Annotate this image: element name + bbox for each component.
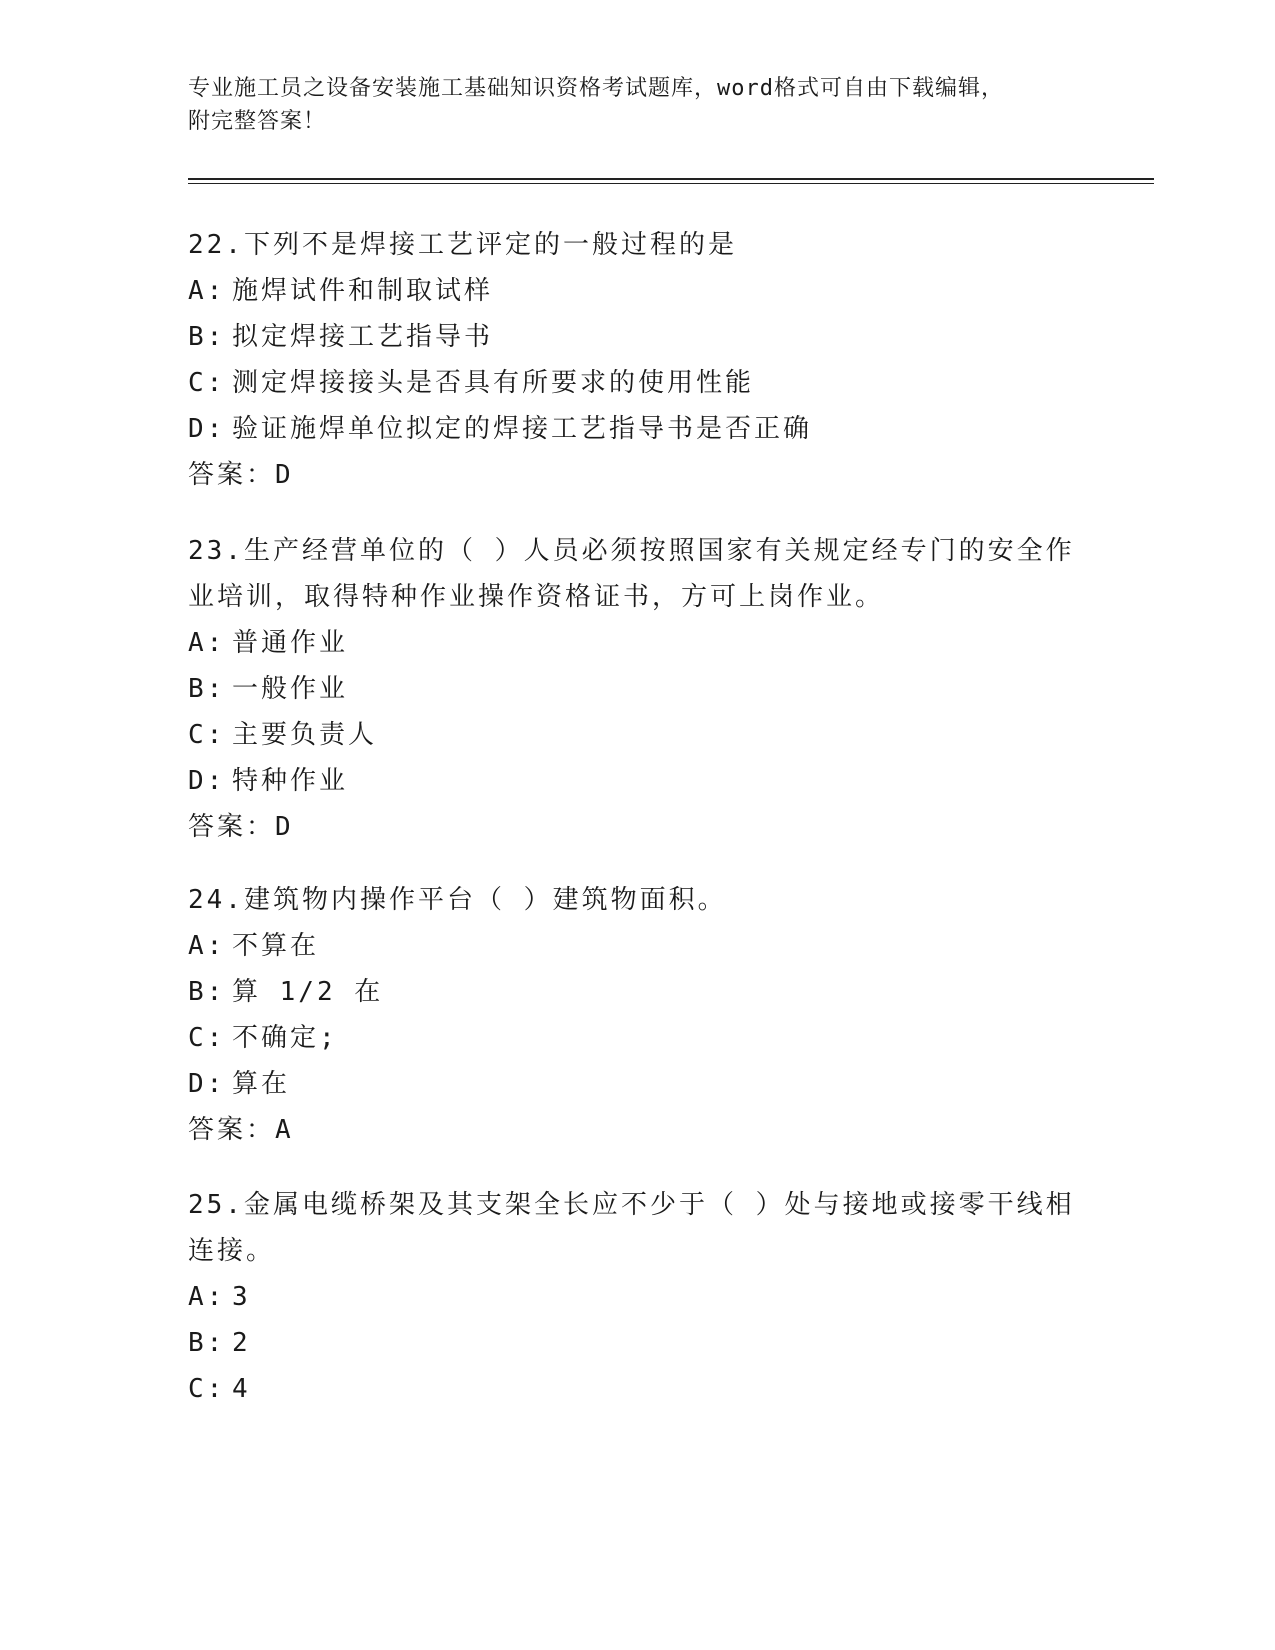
option-key: C: [188,1023,226,1053]
option-key: D: [188,1069,226,1099]
option-text: 拟定焊接工艺指导书 [232,322,494,352]
option-c [188,1366,1068,1412]
option-d [188,758,1068,804]
question-25 [188,1182,1075,1412]
option-key: C: [188,1374,226,1404]
header-divider [188,178,1154,184]
option-text: 特种作业 [232,766,349,796]
answer-line: 答案：A [188,1115,294,1145]
question-stem: 24.建筑物内操作平台（ ）建筑物面积。 [188,885,727,915]
option-text: 算 1/2 在 [232,977,384,1007]
question-stem: 22.下列不是焊接工艺评定的一般过程的是 [188,230,737,260]
option-text: 3 [232,1282,251,1312]
option-c [188,712,1068,758]
option-key: A: [188,1282,226,1312]
option-text: 一般作业 [232,674,349,704]
answer-line: 答案：D [188,460,294,490]
option-d [188,1061,1068,1107]
option-b [188,969,1068,1015]
option-text: 不算在 [232,931,320,961]
header-line: 附完整答案！ [188,109,327,134]
option-key: C: [188,720,226,750]
document-header [188,72,1068,138]
option-a [188,923,1068,969]
question-stem: 连接。 [188,1236,276,1266]
option-d [188,406,1068,452]
option-key: A: [188,628,226,658]
question-stem: 业培训，取得特种作业操作资格证书，方可上岗作业。 [188,582,885,612]
option-a [188,620,1068,666]
option-text: 施焊试件和制取试样 [232,276,494,306]
option-b [188,1320,1068,1366]
question-23 [188,528,1075,850]
option-text: 主要负责人 [232,720,378,750]
option-key: B: [188,322,226,352]
option-text: 普通作业 [232,628,349,658]
option-a [188,1274,1068,1320]
option-text: 算在 [232,1069,291,1099]
header-line: 专业施工员之设备安装施工基础知识资格考试题库，word格式可自由下载编辑， [188,76,1004,101]
option-key: D: [188,414,226,444]
question-22 [188,222,1068,498]
option-b [188,314,1068,360]
option-key: B: [188,674,226,704]
option-key: B: [188,1328,226,1358]
question-stem: 23.生产经营单位的（ ）人员必须按照国家有关规定经专门的安全作 [188,536,1075,566]
option-a [188,268,1068,314]
option-key: D: [188,766,226,796]
option-text: 2 [232,1328,251,1358]
option-text: 4 [232,1374,251,1404]
option-key: B: [188,977,226,1007]
option-c [188,1015,1068,1061]
option-text: 测定焊接接头是否具有所要求的使用性能 [232,368,755,398]
option-key: A: [188,276,226,306]
option-b [188,666,1068,712]
answer-line: 答案：D [188,812,294,842]
option-text: 不确定; [232,1023,338,1053]
option-c [188,360,1068,406]
option-text: 验证施焊单位拟定的焊接工艺指导书是否正确 [232,414,813,444]
question-stem: 25.金属电缆桥架及其支架全长应不少于（ ）处与接地或接零干线相 [188,1190,1075,1220]
option-key: C: [188,368,226,398]
option-key: A: [188,931,226,961]
question-24 [188,877,1068,1153]
